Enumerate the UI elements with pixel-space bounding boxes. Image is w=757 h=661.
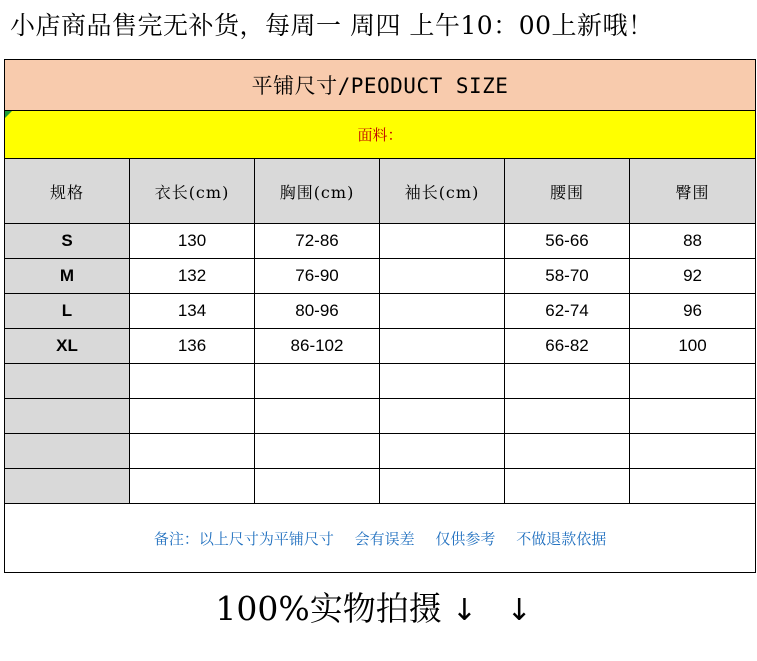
empty-cell <box>505 399 630 434</box>
empty-row <box>5 469 756 504</box>
size-cell: XL <box>5 329 130 364</box>
empty-cell <box>505 469 630 504</box>
empty-row <box>5 399 756 434</box>
real-photo-text: 100%实物拍摄 <box>215 589 442 628</box>
note-text-3: 仅供参考 <box>435 529 496 548</box>
empty-cell <box>380 434 505 469</box>
empty-cell <box>380 399 505 434</box>
waist-cell: 58-70 <box>505 259 630 294</box>
sleeve-cell <box>380 259 505 294</box>
note-text-2: 会有误差 <box>354 529 415 548</box>
note-text-1: 备注：以上尺寸为平铺尺寸 <box>153 529 334 548</box>
length-cell: 132 <box>130 259 255 294</box>
note-text-4: 不做退款依据 <box>516 529 607 548</box>
empty-cell <box>130 364 255 399</box>
size-cell: L <box>5 294 130 329</box>
empty-cell <box>630 469 756 504</box>
empty-cell <box>130 469 255 504</box>
sleeve-cell <box>380 224 505 259</box>
header-bust: 胸围(cm) <box>255 159 380 224</box>
empty-cell <box>5 399 130 434</box>
empty-cell <box>130 434 255 469</box>
hip-cell: 96 <box>630 294 756 329</box>
bust-cell: 86-102 <box>255 329 380 364</box>
down-arrows-icon: ↓ ↓ <box>451 593 542 628</box>
empty-cell <box>505 434 630 469</box>
header-waist: 腰围 <box>505 159 630 224</box>
header-length: 衣长(cm) <box>130 159 255 224</box>
size-chart-table <box>4 59 756 573</box>
empty-cell <box>380 469 505 504</box>
empty-cell <box>630 434 756 469</box>
fabric-row <box>5 111 756 159</box>
fabric-label: 面料： <box>357 126 403 144</box>
empty-cell <box>5 364 130 399</box>
bust-cell: 72-86 <box>255 224 380 259</box>
empty-cell <box>255 399 380 434</box>
empty-cell <box>5 434 130 469</box>
empty-cell <box>630 364 756 399</box>
cell-comment-marker-icon <box>5 111 12 118</box>
table-row <box>5 329 756 364</box>
real-photo-caption <box>0 586 757 634</box>
size-chart-title: 平铺尺寸/PEODUCT SIZE <box>5 60 756 111</box>
empty-cell <box>630 399 756 434</box>
empty-row <box>5 434 756 469</box>
length-cell: 130 <box>130 224 255 259</box>
empty-row <box>5 364 756 399</box>
header-hip: 臀围 <box>630 159 756 224</box>
bust-cell: 80-96 <box>255 294 380 329</box>
empty-cell <box>255 469 380 504</box>
empty-cell <box>505 364 630 399</box>
hip-cell: 92 <box>630 259 756 294</box>
waist-cell: 56-66 <box>505 224 630 259</box>
header-sleeve: 袖长(cm) <box>380 159 505 224</box>
sleeve-cell <box>380 329 505 364</box>
shop-notice-banner: 小店商品售完无补货，每周一 周四 上午10：00上新哦！ <box>10 11 654 40</box>
empty-cell <box>255 434 380 469</box>
bust-cell: 76-90 <box>255 259 380 294</box>
header-size: 规格 <box>5 159 130 224</box>
size-cell: S <box>5 224 130 259</box>
length-cell: 134 <box>130 294 255 329</box>
sleeve-cell <box>380 294 505 329</box>
table-row <box>5 224 756 259</box>
empty-cell <box>255 364 380 399</box>
table-row <box>5 259 756 294</box>
header-row <box>5 159 756 224</box>
empty-cell <box>130 399 255 434</box>
waist-cell: 62-74 <box>505 294 630 329</box>
hip-cell: 100 <box>630 329 756 364</box>
waist-cell: 66-82 <box>505 329 630 364</box>
hip-cell: 88 <box>630 224 756 259</box>
note-row <box>5 504 756 573</box>
table-row <box>5 294 756 329</box>
size-cell: M <box>5 259 130 294</box>
length-cell: 136 <box>130 329 255 364</box>
empty-cell <box>5 469 130 504</box>
empty-cell <box>380 364 505 399</box>
